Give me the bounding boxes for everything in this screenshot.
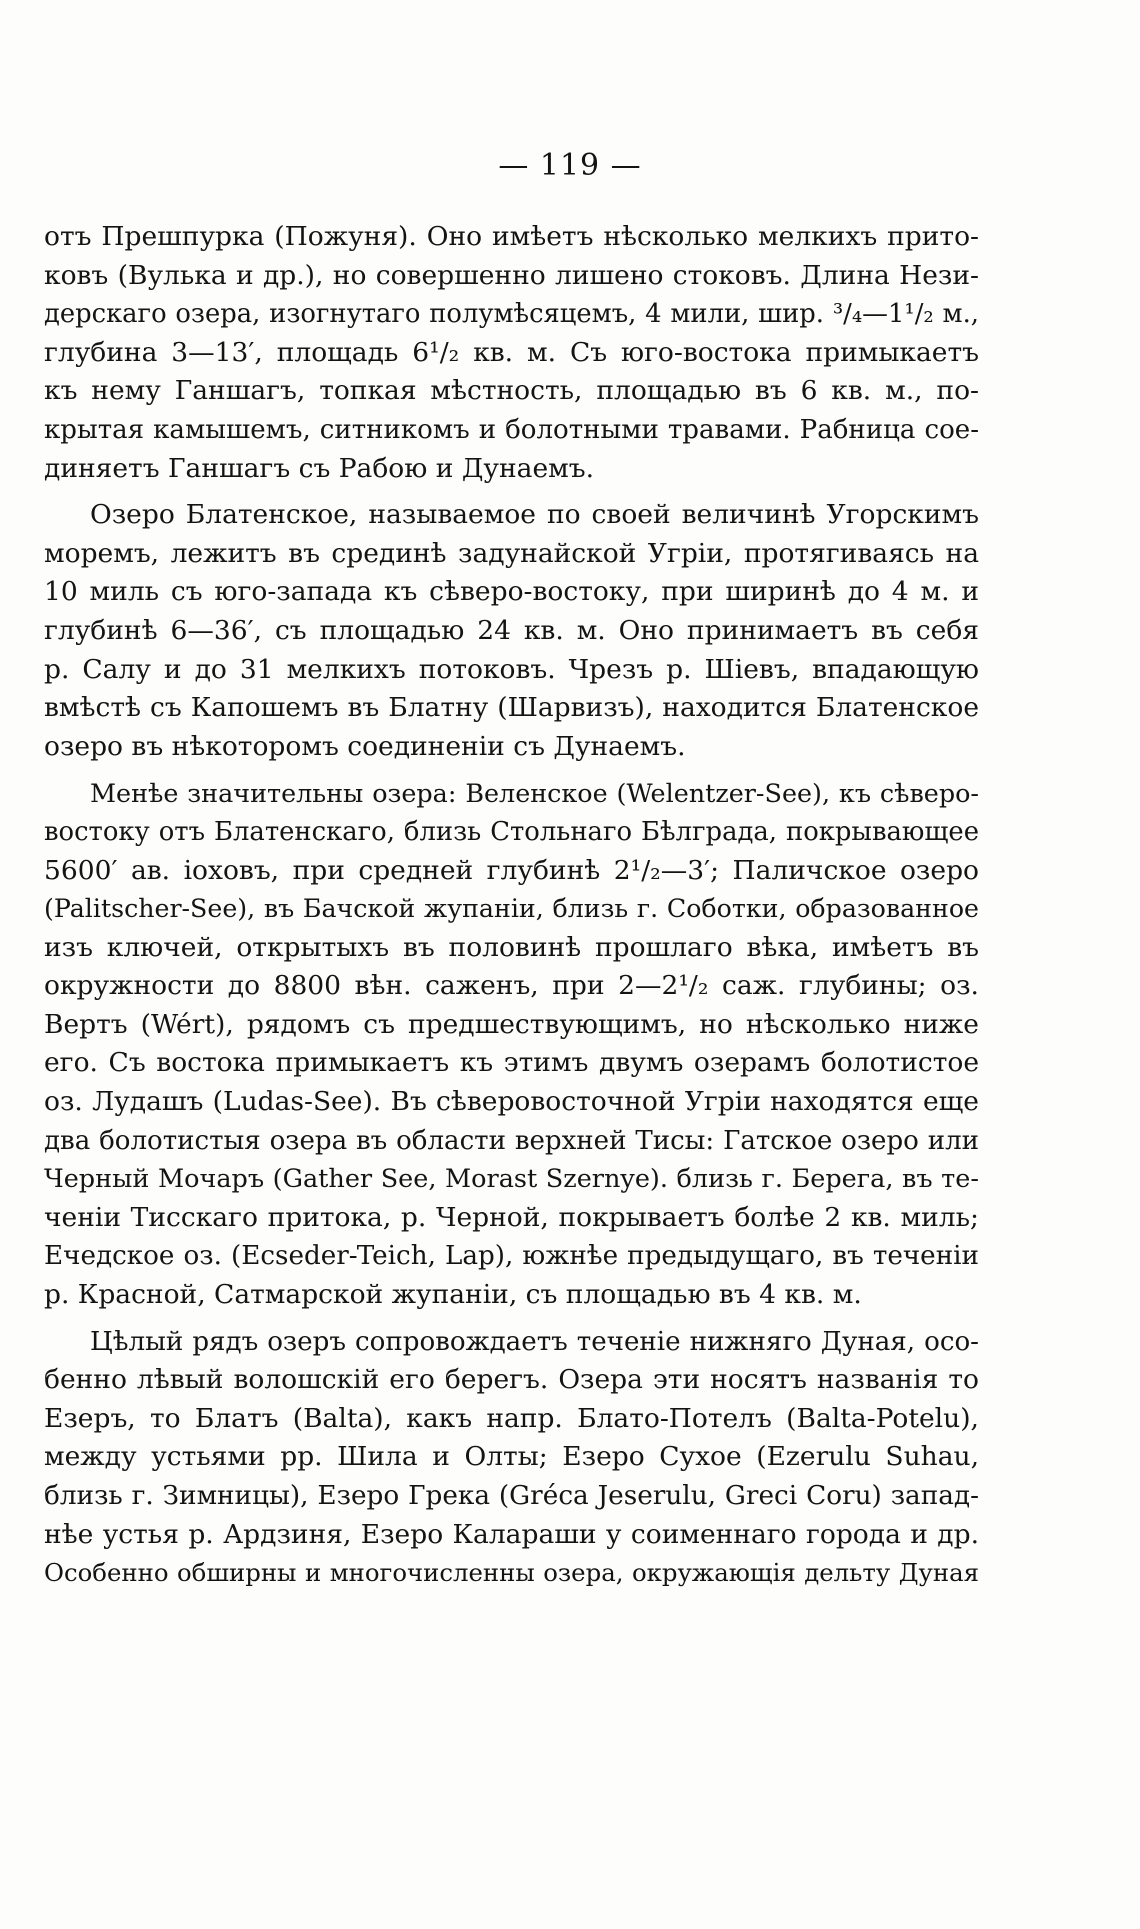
text-line: Ечедское оз. (Ecseder-Teich, Lap), южнѣе предыдущаго, въ теченіи xyxy=(44,1241,979,1272)
text-line: востоку отъ Блатенскаго, близь Стольнаго Бѣлграда, покрывающее xyxy=(44,816,979,847)
text-line: Езеръ, то Блатъ (Balta), какъ напр. Блато-Потелъ (Balta-Potelu), xyxy=(44,1402,979,1434)
text-line: Менѣе значительны озера: Веленское (Welentzer-See), къ сѣверо- xyxy=(90,778,979,809)
text-line: крытая камышемъ, ситникомъ и болотными травами. Рабница сое- xyxy=(44,414,979,445)
text-line: его. Съ востока примыкаетъ къ этимъ двумъ озерамъ болотистое xyxy=(44,1047,979,1079)
text-line: Вертъ (Wért), рядомъ съ предшествующимъ, но нѣсколько ниже xyxy=(44,1008,979,1040)
text-line: Черный Мочаръ (Gather See, Morast Szernye). близь г. Берега, въ те- xyxy=(44,1164,979,1195)
text-line: два болотистыя озера въ области верхней Тисы: Гатское озеро или xyxy=(44,1125,979,1156)
text-line: бенно лѣвый волошскій его берегъ. Озера эти носятъ названія то xyxy=(44,1364,979,1396)
text-line: Особенно обширны и многочисленны озера, окружающія дельту Дуная xyxy=(44,1558,979,1588)
text-line: къ нему Ганшагъ, топкая мѣстность, площадью въ 6 кв. м., по- xyxy=(44,375,979,407)
text-line: близь г. Зимницы), Езеро Грека (Gréca Jeserulu, Greci Coru) запад- xyxy=(44,1481,979,1511)
text-line: диняетъ Ганшагъ съ Рабою и Дунаемъ. xyxy=(44,452,595,484)
page-number: — 119 — xyxy=(498,148,642,183)
text-line: между устьями рр. Шила и Олты; Езеро Сухое (Ezerulu Suhau, xyxy=(44,1441,979,1473)
text-line: оз. Лудашъ (Ludas-See). Въ сѣверовосточной Угріи находятся еще xyxy=(44,1086,979,1118)
body-text xyxy=(44,218,979,1601)
text-line: изъ ключей, открытыхъ въ половинѣ прошлаго вѣка, имѣетъ въ xyxy=(44,931,979,963)
text-line: Озеро Блатенское, называемое по своей величинѣ Угорскимъ xyxy=(90,499,979,531)
text-line: ченіи Тисскаго притока, р. Черной, покрываетъ болѣе 2 кв. миль; xyxy=(44,1201,979,1233)
paragraph-1 xyxy=(44,218,979,488)
paragraph-2 xyxy=(44,496,979,766)
paragraph-4 xyxy=(44,1323,979,1593)
text-line: моремъ, лежитъ въ срединѣ задунайской Угріи, протягиваясь на xyxy=(44,537,979,569)
text-line: глубинѣ 6—36′, съ площадью 24 кв. м. Оно принимаетъ въ себя xyxy=(44,614,979,646)
text-line: (Palitscher-See), въ Бачской жупаніи, близь г. Соботки, образованное xyxy=(44,894,979,924)
text-line: Цѣлый рядъ озеръ сопровождаетъ теченіе нижняго Дуная, осо- xyxy=(90,1326,979,1357)
text-line: 5600′ ав. іоховъ, при средней глубинѣ 2¹/₂—3′; Паличское озеро xyxy=(44,854,979,886)
text-line: ковъ (Вулька и др.), но совершенно лишено стоковъ. Длина Нези- xyxy=(44,259,979,291)
text-line: нѣе устья р. Ардзиня, Езеро Калараши у соименнаго города и др. xyxy=(44,1518,979,1550)
text-line: дерскаго озера, изогнутаго полумѣсяцемъ, 4 мили, шир. ³/₄—1¹/₂ м., xyxy=(44,299,979,330)
text-line: р. Салу и до 31 мелкихъ потоковъ. Чрезъ р. Шіевъ, впадающую xyxy=(44,653,979,685)
text-line: глубина 3—13′, площадь 6¹/₂ кв. м. Съ юго-востока примыкаетъ xyxy=(44,336,979,368)
text-line: р. Красной, Сатмарской жупаніи, съ площадью въ 4 кв. м. xyxy=(44,1279,862,1311)
text-line: отъ Прешпурка (Пожуня). Оно имѣетъ нѣсколько мелкихъ прито- xyxy=(44,221,979,252)
text-line: озеро въ нѣкоторомъ соединеніи съ Дунаемъ. xyxy=(44,730,686,762)
text-line: окружности до 8800 вѣн. саженъ, при 2—2¹/₂ саж. глубины; оз. xyxy=(44,970,979,1002)
paragraph-3 xyxy=(44,774,979,1314)
text-line: вмѣстѣ съ Капошемъ въ Блатну (Шарвизъ), находится Блатенское xyxy=(44,692,979,724)
text-line: 10 миль съ юго-запада къ сѣверо-востоку, при ширинѣ до 4 м. и xyxy=(44,576,979,608)
